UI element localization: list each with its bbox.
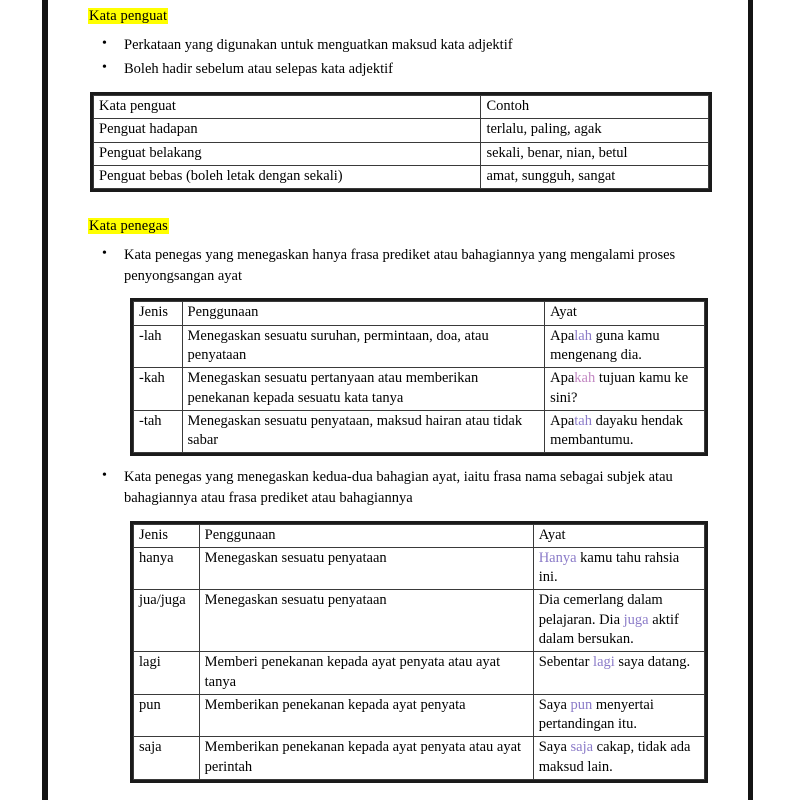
- heading-kata-penguat: [88, 8, 168, 25]
- document-page: [48, 0, 748, 800]
- ayat-prefix: Saya: [538, 696, 571, 713]
- kata-penegas-table-1: [130, 298, 708, 456]
- table-cell: Penguat hadapan: [94, 119, 481, 142]
- table-cell-penggunaan: Memberikan penekanan kepada ayat penyata atau ayat perintah: [199, 737, 533, 780]
- table-cell-ayat: [533, 652, 704, 695]
- table-cell-jenis: hanya: [134, 547, 200, 590]
- table-cell-header: Kata penguat: [94, 96, 481, 119]
- list-item: • Kata penegas yang menegaskan hanya frasa prediket atau bahagiannya yang mengalami proses penyongsangan ayat: [124, 245, 734, 286]
- table-cell-ayat: [545, 368, 705, 411]
- ayat-suffix: aktif dalam bersukan.: [538, 611, 679, 647]
- table-cell-header: Ayat: [533, 524, 704, 547]
- table-cell-ayat: [545, 410, 705, 453]
- table-cell-ayat: [533, 694, 704, 737]
- table-cell-penggunaan: Memberikan penekanan kepada ayat penyata: [199, 694, 533, 737]
- ayat-accent: kah: [574, 370, 596, 387]
- document-content: [48, 0, 748, 783]
- table-cell-header: Ayat: [545, 302, 705, 325]
- ayat-accent: lah: [574, 327, 592, 344]
- table-cell-jenis: -tah: [134, 410, 183, 453]
- list-item: • Boleh hadir sebelum atau selepas kata adjektif: [124, 59, 734, 80]
- ayat-prefix: Apa: [550, 412, 575, 429]
- table-cell-jenis: -lah: [134, 325, 183, 368]
- ayat-suffix: saya datang.: [614, 654, 691, 671]
- table-cell: sekali, benar, nian, betul: [481, 142, 709, 165]
- table-row: [134, 694, 705, 737]
- heading-kata-penegas-text: Kata penegas: [89, 218, 168, 235]
- table-penegas-kedua-dua: [133, 524, 705, 780]
- table-cell-ayat: [533, 737, 704, 780]
- ayat-prefix: Dia cemerlang dalam pelajaran. Dia: [538, 592, 663, 628]
- table-cell-header: Penggunaan: [182, 302, 545, 325]
- table-cell-header: Contoh: [481, 96, 709, 119]
- table-header-row: [134, 524, 705, 547]
- ayat-prefix: Sebentar: [538, 654, 594, 671]
- table-header-row: [134, 302, 705, 325]
- ayat-prefix: Apa: [550, 327, 575, 344]
- table-row: [134, 410, 705, 453]
- table-row: [134, 325, 705, 368]
- ayat-accent: saja: [570, 739, 594, 756]
- table-row: [94, 166, 709, 189]
- ayat-prefix: Saya: [538, 739, 571, 756]
- table-kata-penguat: [93, 95, 709, 189]
- section-kata-penguat-header: [48, 4, 748, 25]
- table-header-row: [94, 96, 709, 119]
- table-cell-penggunaan: Memberi penekanan kepada ayat penyata atau ayat tanya: [199, 652, 533, 695]
- table-cell-jenis: pun: [134, 694, 200, 737]
- table-row: [134, 368, 705, 411]
- table-row: [134, 737, 705, 780]
- ayat-accent: juga: [623, 611, 649, 628]
- right-page-edge-bar: [748, 0, 753, 800]
- kata-penegas-table-2: [130, 521, 708, 783]
- ayat-accent: Hanya: [538, 549, 577, 566]
- kata-penguat-bullet-list: [48, 35, 748, 79]
- kata-penegas-bullet-list-1: [48, 245, 748, 286]
- table-cell-ayat: [545, 325, 705, 368]
- list-item: • Kata penegas yang menegaskan kedua-dua bahagian ayat, iaitu frasa nama sebagai subjek atau bahagiannya atau frasa prediket atau bahagiannya: [124, 467, 734, 508]
- ayat-suffix: dayaku hendak membantumu.: [550, 412, 683, 449]
- table-cell-penggunaan: Menegaskan sesuatu suruhan, permintaan, doa, atau penyataan: [182, 325, 545, 368]
- table-penegas-sebahagian: [133, 301, 705, 453]
- table-cell-ayat: [533, 547, 704, 590]
- table-row: [134, 590, 705, 652]
- table-cell-penggunaan: Menegaskan sesuatu pertanyaan atau memberikan penekanan kepada sesuatu kata tanya: [182, 368, 545, 411]
- ayat-suffix: kamu tahu rahsia ini.: [538, 549, 680, 586]
- table-cell-penggunaan: Menegaskan sesuatu penyataan: [199, 547, 533, 590]
- table-row: [94, 119, 709, 142]
- table-cell: amat, sungguh, sangat: [481, 166, 709, 189]
- ayat-suffix: tujuan kamu ke sini?: [550, 370, 689, 406]
- kata-penguat-table: [90, 92, 712, 192]
- table-cell: Penguat belakang: [94, 142, 481, 165]
- ayat-prefix: Apa: [550, 370, 575, 387]
- table-cell-jenis: saja: [134, 737, 200, 780]
- table-cell: terlalu, paling, agak: [481, 119, 709, 142]
- table-cell: Penguat bebas (boleh letak dengan sekali): [94, 166, 481, 189]
- kata-penegas-bullet-list-2: [48, 467, 748, 508]
- ayat-accent: pun: [570, 696, 593, 713]
- ayat-suffix: guna kamu mengenang dia.: [550, 327, 660, 363]
- table-cell-jenis: jua/juga: [134, 590, 200, 652]
- table-cell-jenis: -kah: [134, 368, 183, 411]
- table-cell-penggunaan: Menegaskan sesuatu penyataan, maksud hairan atau tidak sabar: [182, 410, 545, 453]
- table-cell-header: Jenis: [134, 302, 183, 325]
- ayat-suffix: menyertai pertandingan itu.: [538, 696, 654, 733]
- table-cell-jenis: lagi: [134, 652, 200, 695]
- table-cell-header: Jenis: [134, 524, 200, 547]
- ayat-suffix: cakap, tidak ada maksud lain.: [538, 739, 691, 775]
- ayat-accent: lagi: [593, 654, 615, 671]
- table-cell-penggunaan: Menegaskan sesuatu penyataan: [199, 590, 533, 652]
- table-row: [134, 652, 705, 695]
- section-kata-penegas-header: [48, 214, 748, 235]
- ayat-accent: tah: [574, 412, 592, 429]
- list-item: • Perkataan yang digunakan untuk menguatkan maksud kata adjektif: [124, 35, 734, 56]
- table-row: [94, 142, 709, 165]
- table-cell-header: Penggunaan: [199, 524, 533, 547]
- heading-kata-penguat-text: Kata penguat: [89, 8, 168, 24]
- table-row: [134, 547, 705, 590]
- heading-kata-penegas: [88, 218, 169, 235]
- table-cell-ayat: [533, 590, 704, 652]
